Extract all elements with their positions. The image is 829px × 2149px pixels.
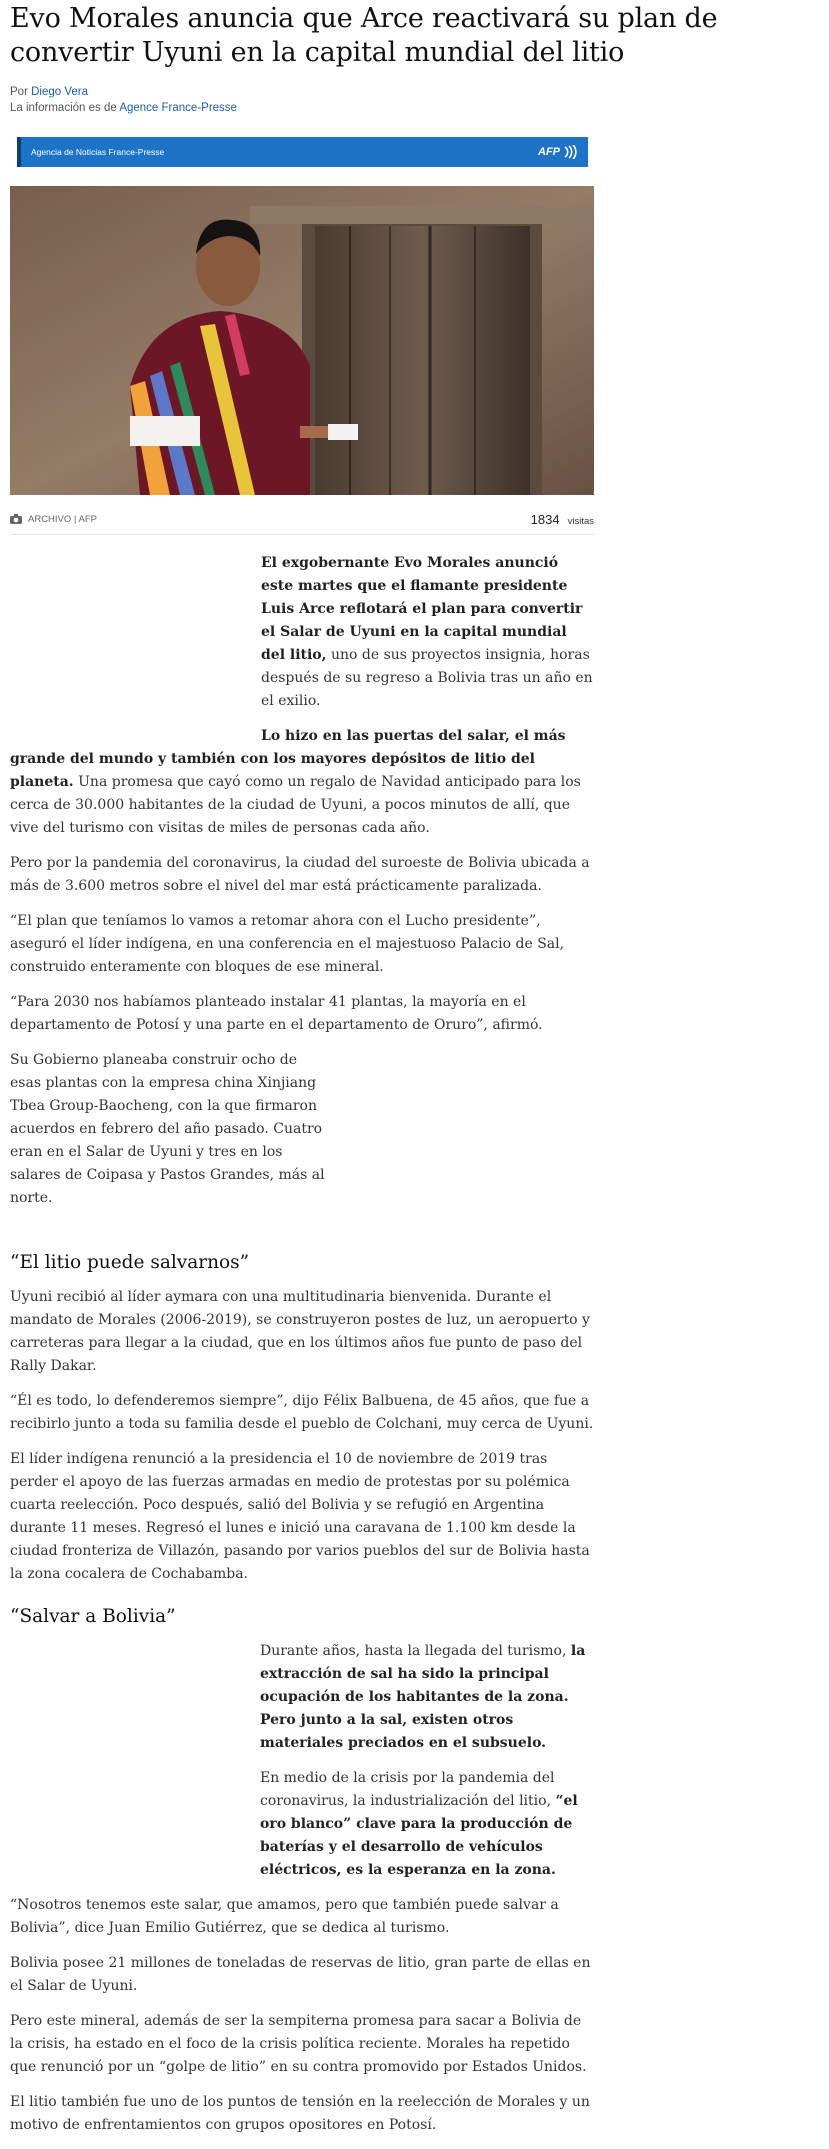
agency-banner[interactable] [17,137,588,167]
section-heading: “El litio puede salvarnos” [10,1252,250,1273]
photo-illustration [10,186,594,495]
paragraph: “El plan que teníamos lo vamos a retomar ahora con el Lucho presidente”, aseguró el líder indígena, en una conferencia en el majestuoso Palacio de Sal, construido enteramente con bloques de ese mineral. [10,913,565,975]
ad-space [10,552,261,736]
source-link[interactable]: Agence France-Presse [119,102,237,114]
paragraph: Pero este mineral, además de ser la sempiterna promesa para sacar a Bolivia de la crisis, ha estado en el foco de la crisis política reciente. Morales ha repetido que renunció por un “golpe de litio” en su contra promovido por Estados Unidos. [10,2013,587,2075]
article-title: Evo Morales anuncia que Arce reactivará su plan de convertir Uyuni en la capital mundial del litio [10,3,718,68]
afp-waves-icon [562,145,578,159]
author-link[interactable]: Diego Vera [31,86,89,98]
paragraph: Pero por la pandemia del coronavirus, la ciudad del suroeste de Bolivia ubicada a más de 3.600 metros sobre el nivel del mar está prácticamente paralizada. [10,855,590,894]
paragraph: En medio de la crisis por la pandemia del coronavirus, la industrialización del litio, “el oro blanco” clave para la producción de baterías y el desarrollo de vehículos eléctricos, es la esperanza en la zona. [260,1770,578,1878]
paragraph: Durante años, hasta la llegada del turismo, la extracción de sal ha sido la principal ocupación de los habitantes de la zona. Pero junto a la sal, existen otros materiales preciados en el subsuelo. [260,1643,586,1751]
paragraph: Su Gobierno planeaba construir ocho de esas plantas con la empresa china Xinjiang Tbea Group-Baocheng, con la que firmaron acuerdos en febrero del año pasado. Cuatro eran en el Salar de Uyuni y tres en los salares de Coipasa y Pastos Grandes, más al norte. [10,1052,325,1206]
article-photo [10,186,594,495]
section-heading: “Salvar a Bolivia” [10,1606,176,1627]
article-body [10,552,594,2149]
paragraph-bold: la extracción de sal ha sido la principal ocupación de los habitantes de la zona. Pero junto a la sal, existen otros materiales preciados en el subsuelo. [260,1643,586,1751]
byline-prefix: Por [10,86,28,98]
photo-credit: ARCHIVO | AFP [28,513,97,525]
photo-caption-row [10,504,594,535]
paragraph: Uyuni recibió al líder aymara con una multitudinaria bienvenida. Durante el mandato de Morales (2006-2019), se construyeron postes de luz, un aeropuerto y carreteras para llegar a la ciudad, que en los últimos años fue punto de paso del Rally Dakar. [10,1289,590,1374]
paragraph-bold: “el oro blanco” clave para la producción de baterías y el desarrollo de vehículos eléctricos, es la esperanza en la zona. [260,1793,578,1878]
source-prefix: La información es de [10,102,117,114]
visits-count: 1834 [530,511,560,527]
paragraph: “Nosotros tenemos este salar, que amamos, pero que también puede salvar a Bolivia”, dice Juan Emilio Gutiérrez, que se dedica al turismo. [10,1897,559,1936]
camera-icon [10,514,22,524]
paragraph: “Para 2030 nos habíamos planteado instalar 41 plantas, la mayoría en el departamento de Potosí y una parte en el departamento de Oruro”, afirmó. [10,994,543,1033]
paragraph-bold: Lo hizo en las puertas del salar, el más grande del mundo y también con los mayores depósitos de litio del planeta. [10,728,566,790]
afp-logo-text: AFP [538,146,560,158]
paragraph: Lo hizo en las puertas del salar, el más grande del mundo y también con los mayores depósitos de litio del planeta. Una promesa que cayó como un regalo de Navidad anticipado para los cerca de 30.000 habitantes de la ciudad de Uyuni, a pocos minutos de allí, que vive del turismo con visitas de miles de personas cada año. [10,728,581,836]
visits-label: visitas [567,515,594,527]
byline [10,84,237,116]
afp-logo [538,145,578,159]
paragraph: “Él es todo, lo defenderemos siempre”, dijo Félix Balbuena, de 45 años, que fue a recibirlo junto a toda su familia desde el pueblo de Colchani, muy cerca de Uyuni. [10,1393,594,1432]
paragraph: El litio también fue uno de los puntos de tensión en la reelección de Morales y un motivo de enfrentamientos con grupos opositores en Potosí. [10,2094,590,2133]
paragraph: El exgobernante Evo Morales anunció este martes que el flamante presidente Luis Arce reflotará el plan para convertir el Salar de Uyuni en la capital mundial del litio, uno de sus proyectos insignia, horas después de su regreso a Bolivia tras un año en el exilio. [261,555,593,709]
agency-label: Agencia de Noticias France-Presse [31,147,165,157]
paragraph: El líder indígena renunció a la presidencia el 10 de noviembre de 2019 tras perder el apoyo de las fuerzas armadas en medio de protestas por su polémica cuarta reelección. Poco después, salió del Bolivia y se refugió en Argentina durante 11 meses. Regresó el lunes e inició una caravana de 1.100 km desde la ciudad fronteriza de Villazón, pasando por varios pueblos del sur de Bolivia hasta la zona cocalera de Cochabamba. [10,1451,590,1582]
paragraph-bold: El exgobernante Evo Morales anunció este martes que el flamante presidente Luis Arce reflotará el plan para convertir el Salar de Uyuni en la capital mundial del litio, [261,555,583,663]
paragraph: Bolivia posee 21 millones de toneladas de reservas de litio, gran parte de ellas en el Salar de Uyuni. [10,1955,591,1994]
ad-space [10,1640,260,1876]
